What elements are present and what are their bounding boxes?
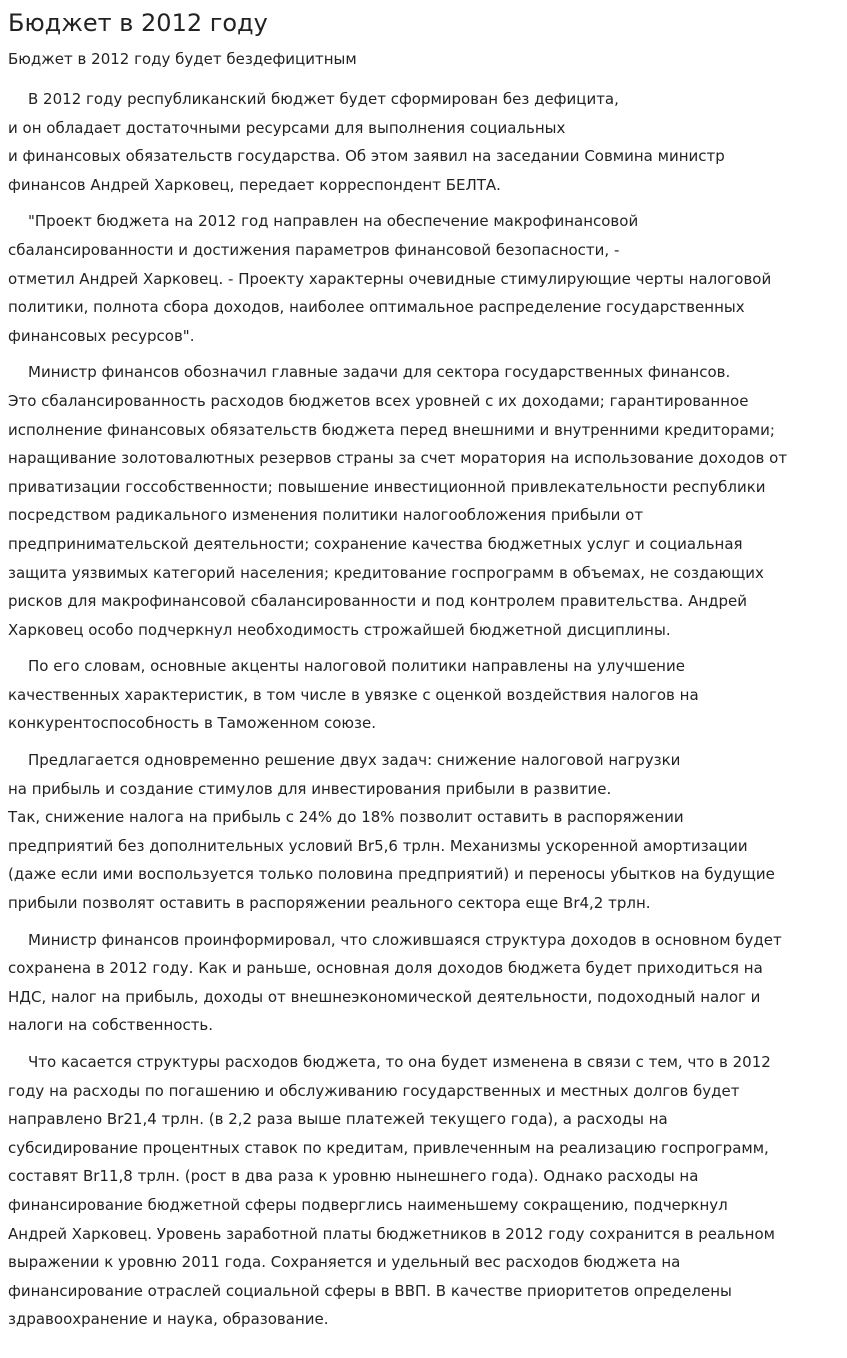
- paragraph-line: составят Br11,8 трлн. (рост в два раза к уровню нынешнего года). Однако расходы на: [8, 1167, 699, 1186]
- paragraph-line: Что касается структуры расходов бюджета, то она будет изменена в связи с тем, что в 2012: [28, 1053, 771, 1071]
- paragraph-line: предпринимательской деятельности; сохранение качества бюджетных услуг и социальная: [8, 534, 743, 553]
- article-paragraph: [8, 652, 839, 738]
- paragraph-line: (даже если ими воспользуется только половина предприятий) и переносы убытков на будущие: [8, 865, 775, 884]
- paragraph-line: финансов Андрей Харковец, передает корреспондент БЕЛТА.: [8, 175, 501, 194]
- paragraph-line: политики, полнота сбора доходов, наиболее оптимальное распределение государственных: [8, 298, 745, 317]
- paragraph-line: НДС, налог на прибыль, доходы от внешнеэкономической деятельности, подоходный налог и: [8, 987, 761, 1006]
- paragraph-line: Министр финансов проинформировал, что сложившаяся структура доходов в основном будет: [28, 930, 782, 949]
- paragraph-line: "Проект бюджета на 2012 год направлен на обеспечение макрофинансовой: [28, 212, 639, 231]
- paragraph-line: здравоохранение и наука, образование.: [8, 1310, 329, 1329]
- paragraph-line: защита уязвимых категорий населения; кредитование госпрограмм в объемах, не создающих: [8, 563, 764, 582]
- paragraph-line: конкурентоспособность в Таможенном союзе.: [8, 714, 377, 733]
- article-body: [8, 85, 839, 1334]
- article-paragraph: [8, 926, 839, 1040]
- paragraph-line: Андрей Харковец. Уровень заработной платы бюджетников в 2012 году сохранится в реальном: [8, 1224, 775, 1243]
- paragraph-line: Министр финансов обозначил главные задачи для сектора государственных финансов.: [28, 363, 731, 382]
- paragraph-line: направлено Br21,4 трлн. (в 2,2 раза выше платежей текущего года), а расходы на: [8, 1110, 668, 1129]
- paragraph-line: и финансовых обязательств государства. Об этом заявил на заседании Совмина министр: [8, 147, 725, 166]
- article-paragraph: [8, 85, 839, 199]
- paragraph-line: и он обладает достаточными ресурсами для выполнения социальных: [8, 118, 566, 137]
- paragraph-line: Предлагается одновременно решение двух задач: снижение налоговой нагрузки: [28, 751, 681, 770]
- article-paragraph: [8, 207, 839, 350]
- paragraph-line: В 2012 году республиканский бюджет будет сформирован без дефицита,: [28, 90, 619, 108]
- paragraph-line: финансирование отраслей социальной сферы в ВВП. В качестве приоритетов определены: [8, 1281, 732, 1300]
- paragraph-line: отметил Андрей Харковец. - Проекту характерны очевидные стимулирующие черты налоговой: [8, 269, 772, 288]
- article-title: Бюджет в 2012 году: [8, 9, 268, 37]
- paragraph-line: сохранена в 2012 году. Как и раньше, основная доля доходов бюджета будет приходиться на: [8, 959, 763, 978]
- article-subtitle: Бюджет в 2012 году будет бездефицитным: [8, 50, 357, 68]
- paragraph-line: качественных характеристик, в том числе в увязке с оценкой воздействия налогов на: [8, 685, 699, 704]
- paragraph-line: Харковец особо подчеркнул необходимость строжайшей бюджетной дисциплины.: [8, 620, 671, 639]
- paragraph-line: приватизации госсобственности; повышение инвестиционной привлекательности республики: [8, 477, 766, 496]
- paragraph-line: финансирование бюджетной сферы подверглись наименьшему сокращению, подчеркнул: [8, 1195, 728, 1214]
- paragraph-line: субсидирование процентных ставок по кредитам, привлеченным на реализацию госпрограмм,: [8, 1138, 769, 1157]
- paragraph-line: Это сбалансированность расходов бюджетов всех уровней с их доходами; гарантированное: [8, 391, 749, 410]
- paragraph-line: на прибыль и создание стимулов для инвестирования прибыли в развитие.: [8, 779, 612, 798]
- paragraph-line: году на расходы по погашению и обслуживанию государственных и местных долгов будет: [8, 1081, 740, 1100]
- paragraph-line: выражении к уровню 2011 года. Сохраняется и удельный вес расходов бюджета на: [8, 1253, 681, 1272]
- paragraph-line: посредством радикального изменения политики налогообложения прибыли от: [8, 506, 644, 525]
- paragraph-line: По его словам, основные акценты налоговой политики направлены на улучшение: [28, 657, 685, 676]
- paragraph-line: Так, снижение налога на прибыль с 24% до 18% позволит оставить в распоряжении: [8, 808, 684, 827]
- article-paragraph: [8, 746, 839, 918]
- paragraph-line: налоги на собственность.: [8, 1016, 214, 1035]
- paragraph-line: финансовых ресурсов".: [8, 326, 195, 345]
- article-paragraph: [8, 358, 839, 644]
- article-paragraph: [8, 1048, 839, 1334]
- paragraph-line: предприятий без дополнительных условий Br5,6 трлн. Механизмы ускоренной амортизации: [8, 836, 748, 855]
- paragraph-line: прибыли позволят оставить в распоряжении реального сектора еще Br4,2 трлн.: [8, 894, 651, 913]
- paragraph-line: рисков для макрофинансовой сбалансированности и под контролем правительства. Андрей: [8, 592, 748, 611]
- paragraph-line: наращивание золотовалютных резервов страны за счет моратория на использование доходов от: [8, 449, 788, 468]
- paragraph-line: исполнение финансовых обязательств бюджета перед внешними и внутренними кредиторами;: [8, 420, 775, 439]
- paragraph-line: сбалансированности и достижения параметров финансовой безопасности, -: [8, 240, 620, 259]
